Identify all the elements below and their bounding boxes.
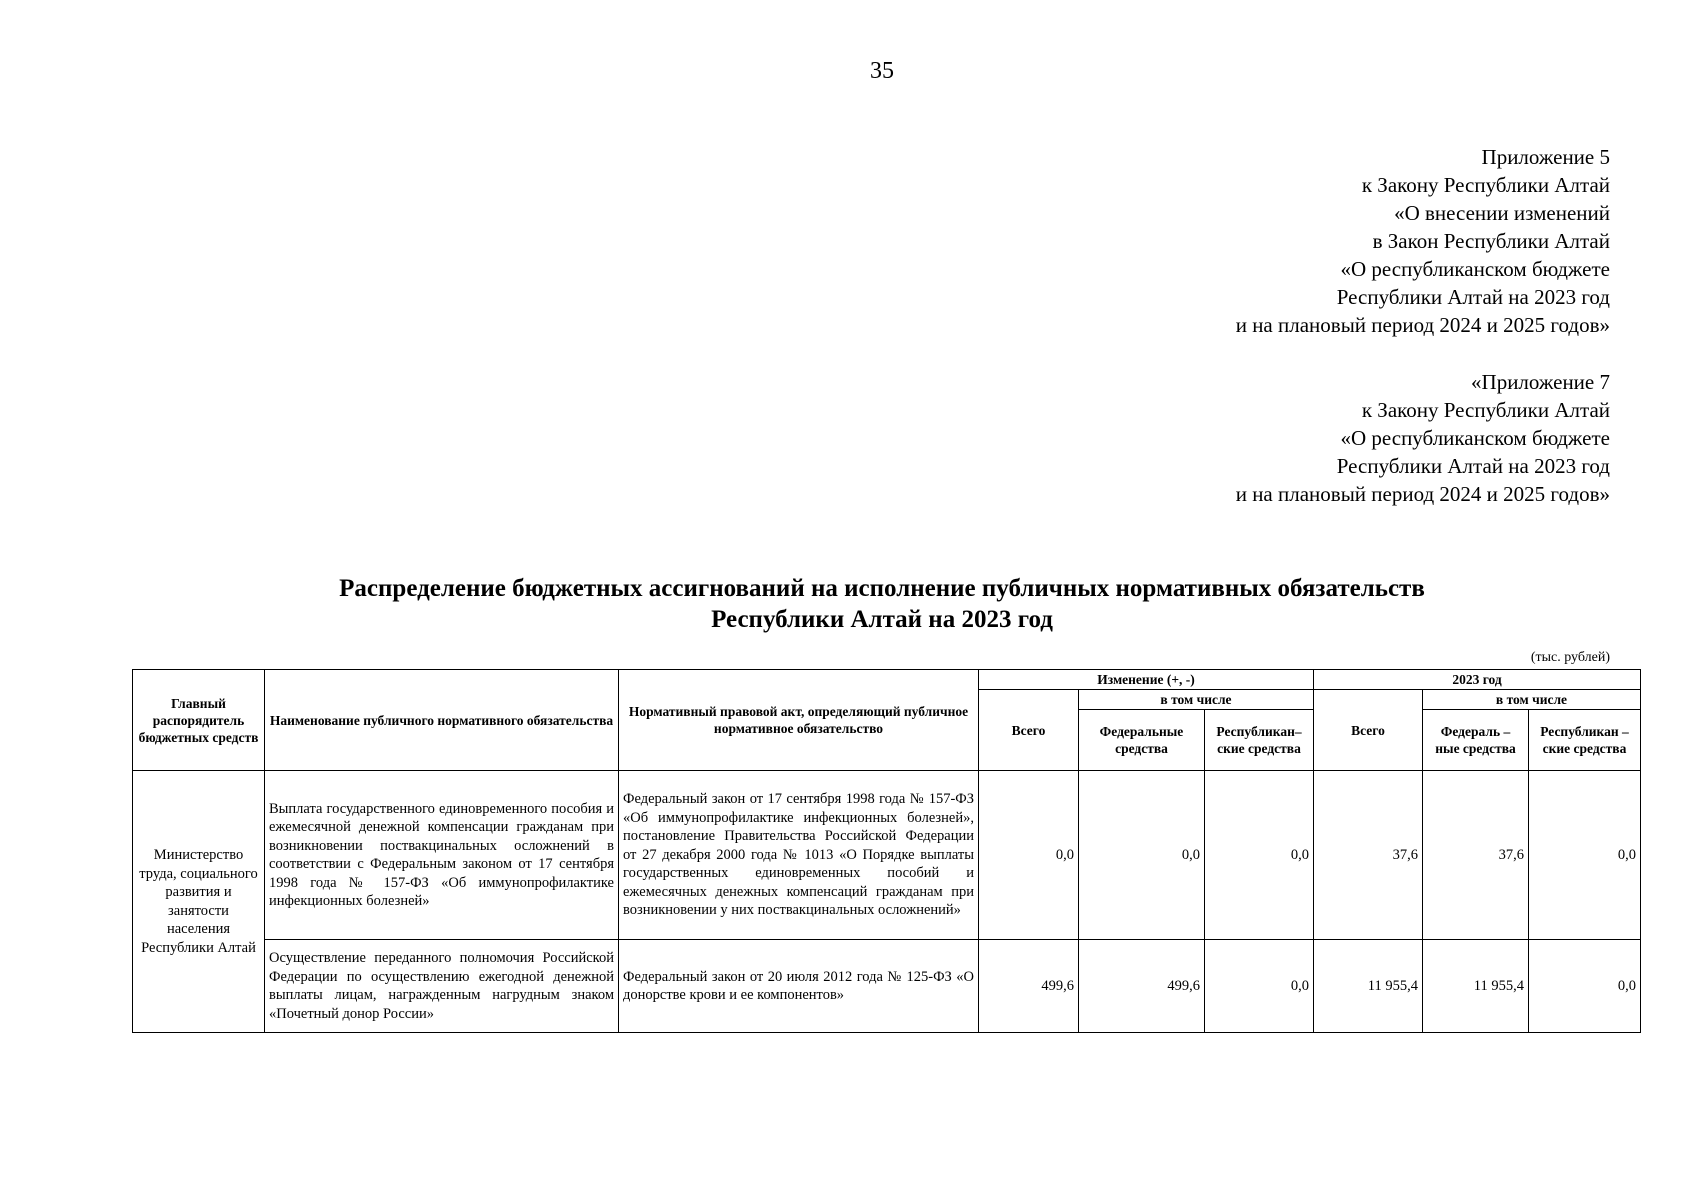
cell-change-republic: 0,0 — [1205, 771, 1314, 940]
appendix-header-original — [1236, 368, 1610, 508]
header-change-total: Всего — [979, 690, 1079, 771]
header-change-group: Изменение (+, -) — [979, 670, 1314, 690]
header-year-including: в том числе — [1423, 690, 1641, 710]
header-year-republic: Республикан – ские средства — [1529, 710, 1641, 771]
appendix-line: Приложение 5 — [1481, 145, 1610, 169]
appendix-line: «О республиканском бюджете — [1340, 257, 1610, 281]
appendix-line: к Закону Республики Алтай — [1361, 398, 1610, 422]
document-title — [0, 573, 1698, 635]
appendix-line: Республики Алтай на 2023 год — [1336, 454, 1610, 478]
cell-change-total: 499,6 — [979, 940, 1079, 1033]
title-line-2: Республики Алтай на 2023 год — [711, 606, 1053, 633]
appendix-header-amendment — [1236, 143, 1610, 339]
appendix-line: и на плановый период 2024 и 2025 годов» — [1235, 313, 1610, 337]
appendix-line: «О внесении изменений — [1394, 201, 1610, 225]
units-note: (тыс. рублей) — [1530, 650, 1610, 665]
cell-legal-act: Федеральный закон от 17 сентября 1998 года № 157-ФЗ «Об иммунопрофилактике инфекционных болезней», постановление Правительства Российской Федерации от 27 декабря 2000 года № 1013 «О Порядке выплаты государственных единовременных пособий и ежемесячных денежных компенсаций гражданам при возникновении у них поствакцинальных осложнений» — [619, 771, 979, 940]
cell-year-republic: 0,0 — [1529, 771, 1641, 940]
table-row — [133, 771, 1641, 940]
cell-year-republic: 0,0 — [1529, 940, 1641, 1033]
header-ministry: Главный распорядитель бюджетных средств — [133, 670, 265, 771]
header-change-federal: Федеральные средства — [1079, 710, 1205, 771]
appendix-line: в Закон Республики Алтай — [1372, 229, 1610, 253]
cell-year-total: 37,6 — [1314, 771, 1423, 940]
title-line-1: Распределение бюджетных ассигнований на исполнение публичных нормативных обязательств — [339, 575, 1425, 602]
header-change-including: в том числе — [1079, 690, 1314, 710]
cell-ministry: Министерство труда, социального развития и занятости населения Республики Алтай — [133, 771, 265, 1033]
appendix-line: «Приложение 7 — [1471, 370, 1610, 394]
header-legal-act: Нормативный правовой акт, определяющий публичное нормативное обязательство — [619, 670, 979, 771]
table-row — [133, 940, 1641, 1033]
cell-year-federal: 11 955,4 — [1423, 940, 1529, 1033]
page-number: 35 — [870, 58, 894, 84]
cell-change-federal: 0,0 — [1079, 771, 1205, 940]
header-year-group: 2023 год — [1314, 670, 1641, 690]
budget-table — [132, 669, 1641, 1033]
cell-obligation: Осуществление переданного полномочия Российской Федерации по осуществлению ежегодной денежной выплаты лицам, награжденным нагрудным знаком «Почетный донор России» — [265, 940, 619, 1033]
cell-change-republic: 0,0 — [1205, 940, 1314, 1033]
header-year-total: Всего — [1314, 690, 1423, 771]
header-year-federal: Федераль – ные средства — [1423, 710, 1529, 771]
cell-obligation: Выплата государственного единовременного пособия и ежемесячной денежной компенсации гражданам при возникновении поствакцинальных осложнений в соответствии с Федеральным законом от 17 сентября 1998 года № 157-ФЗ «Об иммунопрофилактике инфекционных болезней» — [265, 771, 619, 940]
cell-change-federal: 499,6 — [1079, 940, 1205, 1033]
cell-legal-act: Федеральный закон от 20 июля 2012 года № 125-ФЗ «О донорстве крови и ее компонентов» — [619, 940, 979, 1033]
header-change-republic: Республикан–ские средства — [1205, 710, 1314, 771]
cell-change-total: 0,0 — [979, 771, 1079, 940]
appendix-line: и на плановый период 2024 и 2025 годов» — [1235, 482, 1610, 506]
header-obligation: Наименование публичного нормативного обязательства — [265, 670, 619, 771]
appendix-line: к Закону Республики Алтай — [1361, 173, 1610, 197]
cell-year-total: 11 955,4 — [1314, 940, 1423, 1033]
appendix-line: Республики Алтай на 2023 год — [1336, 285, 1610, 309]
cell-year-federal: 37,6 — [1423, 771, 1529, 940]
appendix-line: «О республиканском бюджете — [1340, 426, 1610, 450]
